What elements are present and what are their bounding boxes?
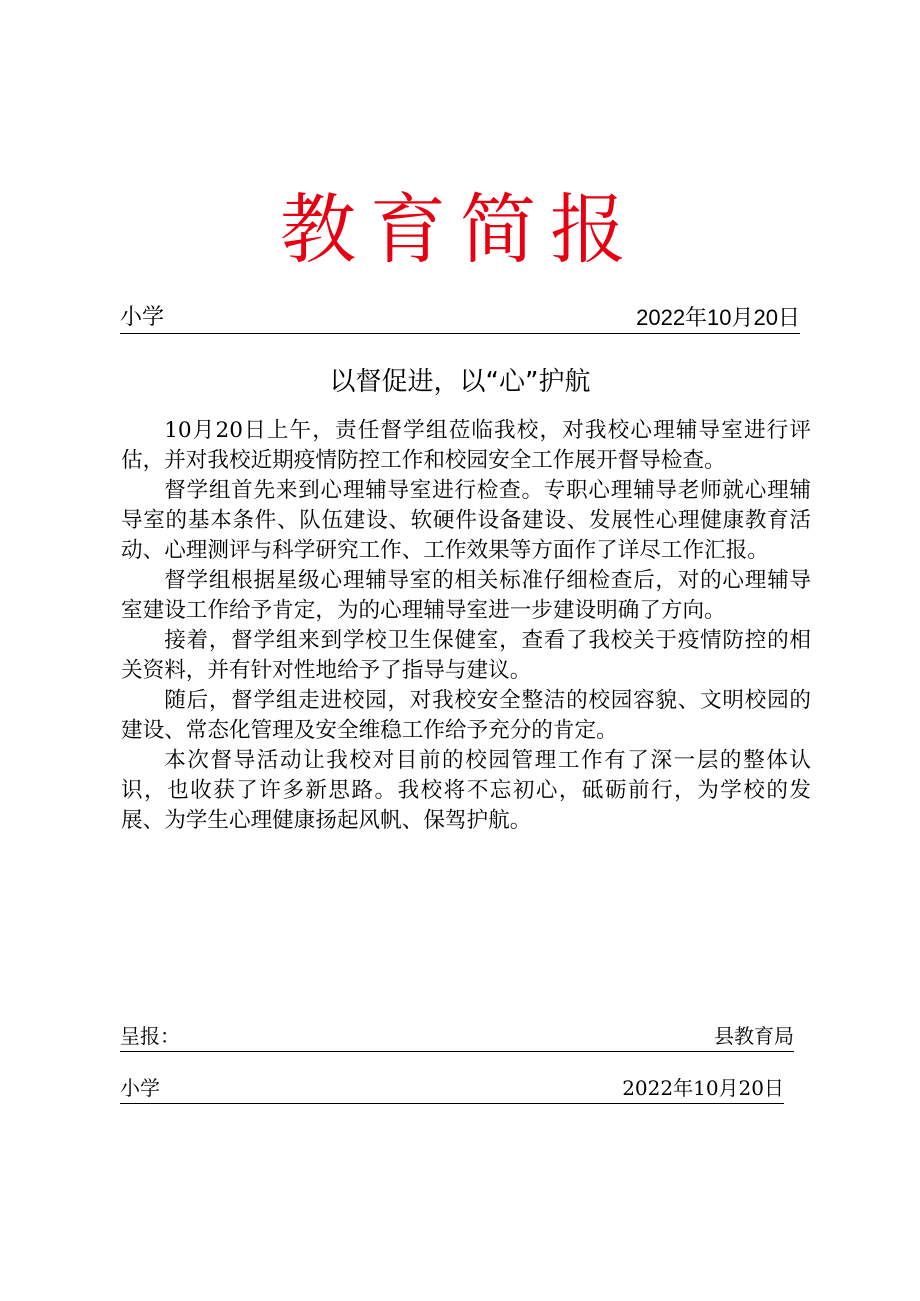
article-paragraph: 督学组根据星级心理辅导室的相关标准仔细检查后，对的心理辅导室建设工作给予肯定，为的心理辅导室进一步建设明确了方向。 xyxy=(121,568,811,623)
footer-report-label: 呈报： xyxy=(120,1024,180,1048)
footer-date: 2022年10月20日 xyxy=(622,1076,784,1100)
masthead-title: 教育简报 xyxy=(280,185,640,274)
header-rule xyxy=(120,302,800,334)
footer-report-recipient: 县教育局 xyxy=(714,1024,794,1048)
article-headline: 以督促进，以“心”护航 xyxy=(329,367,591,397)
article-body xyxy=(121,416,811,836)
article-paragraph: 随后，督学组走进校园，对我校安全整洁的校园容貌、文明校园的建设、常态化管理及安全维稳工作给予充分的肯定。 xyxy=(121,688,811,743)
article-paragraph: 接着，督学组来到学校卫生保健室，查看了我校关于疫情防控的相关资料，并有针对性地给予了指导与建议。 xyxy=(121,628,811,683)
footer-report-line xyxy=(120,1020,794,1052)
article-paragraph: 本次督导活动让我校对目前的校园管理工作有了深一层的整体认识，也收获了许多新思路。我校将不忘初心，砥砺前行，为学校的发展、为学生心理健康扬起风帆、保驾护航。 xyxy=(121,748,811,833)
footer-issuer-line xyxy=(120,1072,784,1104)
article-paragraph: 督学组首先来到心理辅导室进行检查。专职心理辅导老师就心理辅导室的基本条件、队伍建设、软硬件设备建设、发展性心理健康教育活动、心理测评与科学研究工作、工作效果等方面作了详尽工作汇报。 xyxy=(121,478,811,563)
header-issuer: 小学 xyxy=(120,305,165,330)
footer-issuer: 小学 xyxy=(120,1076,160,1100)
article-paragraph: 10月20日上午，责任督学组莅临我校，对我校心理辅导室进行评估，并对我校近期疫情防控工作和校园安全工作展开督导检查。 xyxy=(121,418,811,473)
header-date: 2022年10月20日 xyxy=(636,305,800,330)
